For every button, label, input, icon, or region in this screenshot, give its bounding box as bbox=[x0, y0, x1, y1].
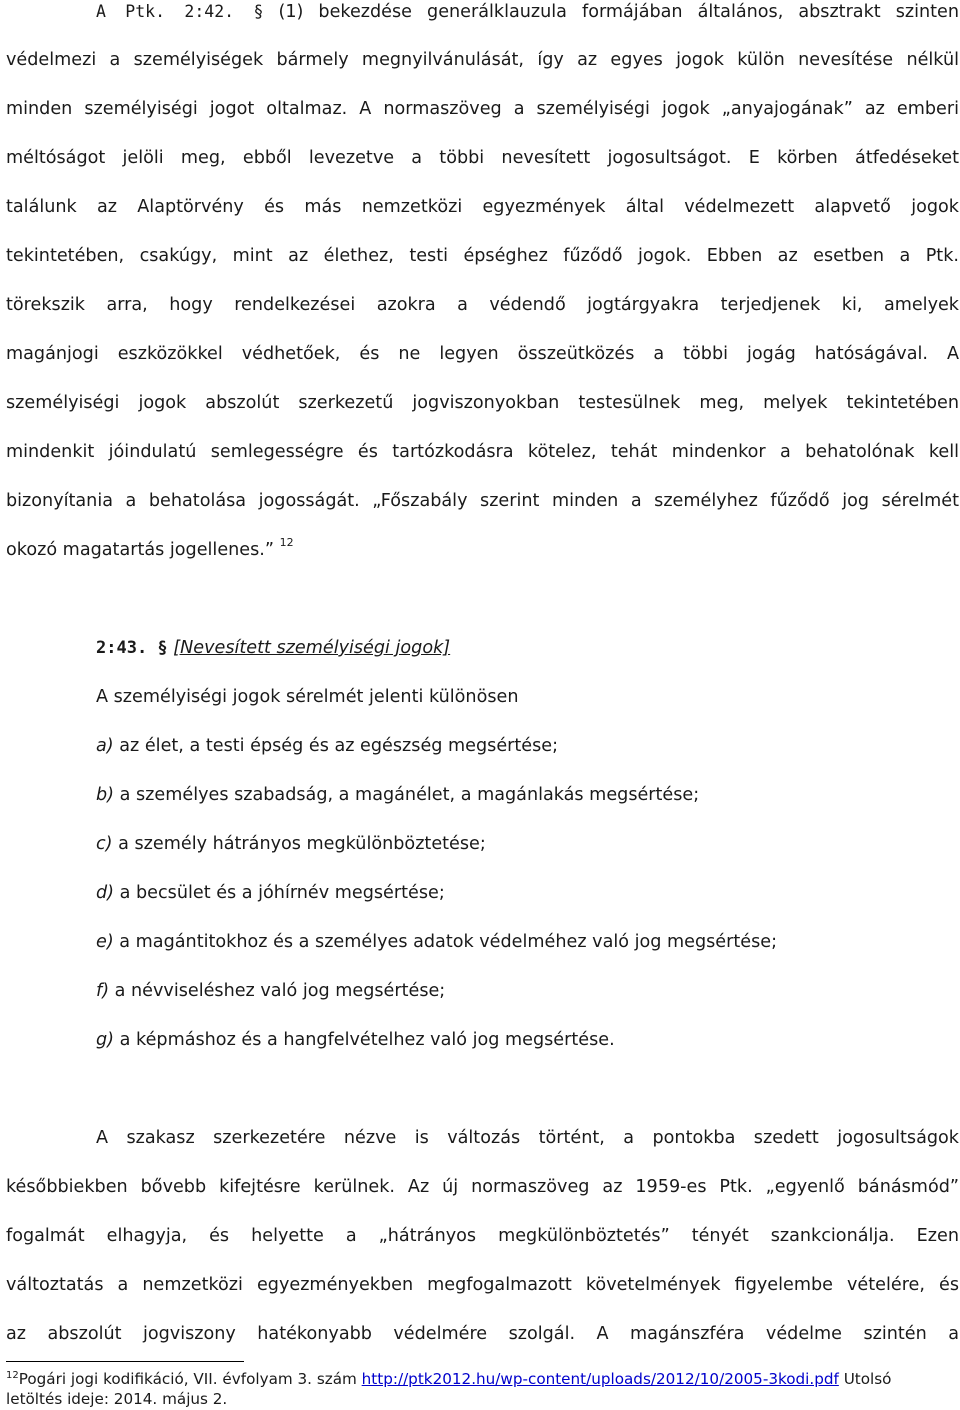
intro-line-5: találunk az Alaptörvény és más nemzetközi egyezmények által védelmezett alapvető jogok bbox=[6, 197, 959, 217]
intro-line-4: méltóságot jelöli meg, ebből levezetve a többi nevesített jogosultságot. E körben átfedéseket bbox=[6, 148, 959, 168]
footnote-after: Utolsó bbox=[843, 1370, 892, 1388]
list-item-text: a magántitokhoz és a személyes adatok védelméhez való jog megsértése; bbox=[119, 932, 778, 952]
list-item bbox=[96, 833, 486, 855]
list-item bbox=[96, 980, 445, 1002]
list-item-text: a személyes szabadság, a magánélet, a magánlakás megsértése; bbox=[119, 785, 700, 805]
footnote-line-2: letöltés ideje: 2014. május 2. bbox=[6, 1390, 228, 1408]
intro-line-text: (1) bekezdése generálklauzula formájában általános, absztrakt szinten bbox=[278, 2, 960, 22]
closing-line-5: az abszolút jogviszony hatékonyabb védelmére szolgál. A magánszféra védelme szintén a bbox=[6, 1324, 959, 1344]
intro-line-3: minden személyiségi jogot oltalmaz. A normaszöveg a személyiségi jogok „anyajogának” az emberi bbox=[6, 99, 959, 119]
list-item bbox=[96, 882, 445, 904]
closing-line-1: A szakasz szerkezetére nézve is változás történt, a pontokba szedett jogosultságok bbox=[96, 1128, 959, 1148]
intro-line-11: bizonyítania a behatolása jogosságát. „Főszabály szerint minden a személyhez fűződő jog sérelmét bbox=[6, 491, 959, 511]
list-item-label: b) bbox=[96, 785, 115, 805]
list-item-text: az élet, a testi épség és az egészség megsértése; bbox=[119, 736, 559, 756]
intro-line-1 bbox=[96, 1, 959, 23]
footnote-marker: 12 bbox=[6, 1370, 19, 1381]
intro-line-2: védelmezi a személyiségek bármely megnyilvánulását, így az egyes jogok külön nevesítése nélkül bbox=[6, 50, 959, 70]
footnote-ref[interactable]: 12 bbox=[279, 536, 294, 549]
intro-line-7: törekszik arra, hogy rendelkezései azokra a védendő jogtárgyakra terjedjenek ki, amelyek bbox=[6, 295, 959, 315]
section-number: 2:43. § bbox=[96, 638, 168, 658]
list-item-text: a személy hátrányos megkülönböztetése; bbox=[118, 834, 486, 854]
list-item-label: g) bbox=[96, 1030, 115, 1050]
intro-ptk-ref: A Ptk. 2:42. § bbox=[96, 2, 264, 21]
closing-line-2: későbbiekben bővebb kifejtésre kerülnek. Az új normaszöveg az 1959-es Ptk. „egyenlő bánásmód” bbox=[6, 1177, 959, 1197]
footnote bbox=[6, 1370, 891, 1391]
section-lead: A személyiségi jogok sérelmét jelenti különösen bbox=[96, 687, 519, 707]
list-item bbox=[96, 1029, 615, 1051]
list-item bbox=[96, 784, 699, 806]
intro-line-6: tekintetében, csakúgy, mint az élethez, testi épséghez fűződő jogok. Ebben az esetben a Ptk. bbox=[6, 246, 959, 266]
list-item bbox=[96, 931, 777, 953]
list-item-label: c) bbox=[96, 834, 113, 854]
intro-line-10: mindenkit jóindulatú semlegességre és tartózkodásra kötelez, tehát mindenkor a behatolónak kell bbox=[6, 442, 959, 462]
list-item-label: a) bbox=[96, 736, 114, 756]
intro-line-9: személyiségi jogok abszolút szerkezetű jogviszonyokban testesülnek meg, melyek tekintetében bbox=[6, 393, 959, 413]
footnote-text: Pogári jogi kodifikáció, VII. évfolyam 3. szám bbox=[18, 1370, 357, 1388]
list-item-label: d) bbox=[96, 883, 115, 903]
closing-line-4: változtatás a nemzetközi egyezményekben megfogalmazott követelmények figyelembe vételére, és bbox=[6, 1275, 959, 1295]
intro-line-12 bbox=[6, 536, 959, 563]
section-title: [Nevesített személyiségi jogok] bbox=[173, 638, 451, 658]
footnote-separator bbox=[6, 1361, 244, 1362]
intro-line-8: magánjogi eszközökkel védhetőek, és ne legyen összeütközés a többi jogág hatóságával. A bbox=[6, 344, 959, 364]
list-item bbox=[96, 735, 558, 757]
list-item-label: f) bbox=[96, 981, 110, 1001]
section-heading bbox=[96, 637, 450, 659]
list-item-label: e) bbox=[96, 932, 114, 952]
footnote-link[interactable]: http://ptk2012.hu/wp-content/uploads/2012/10/2005-3kodi.pdf bbox=[361, 1370, 839, 1388]
closing-line-3: fogalmát elhagyja, és helyette a „hátrányos megkülönböztetés” tényét szankcionálja. Ezen bbox=[6, 1226, 959, 1246]
list-item-text: a névviseléshez való jog megsértése; bbox=[114, 981, 446, 1001]
intro-last-text: okozó magatartás jogellenes.” bbox=[6, 540, 274, 560]
list-item-text: a képmáshoz és a hangfelvételhez való jog megsértése. bbox=[119, 1030, 615, 1050]
list-item-text: a becsület és a jóhírnév megsértése; bbox=[119, 883, 445, 903]
